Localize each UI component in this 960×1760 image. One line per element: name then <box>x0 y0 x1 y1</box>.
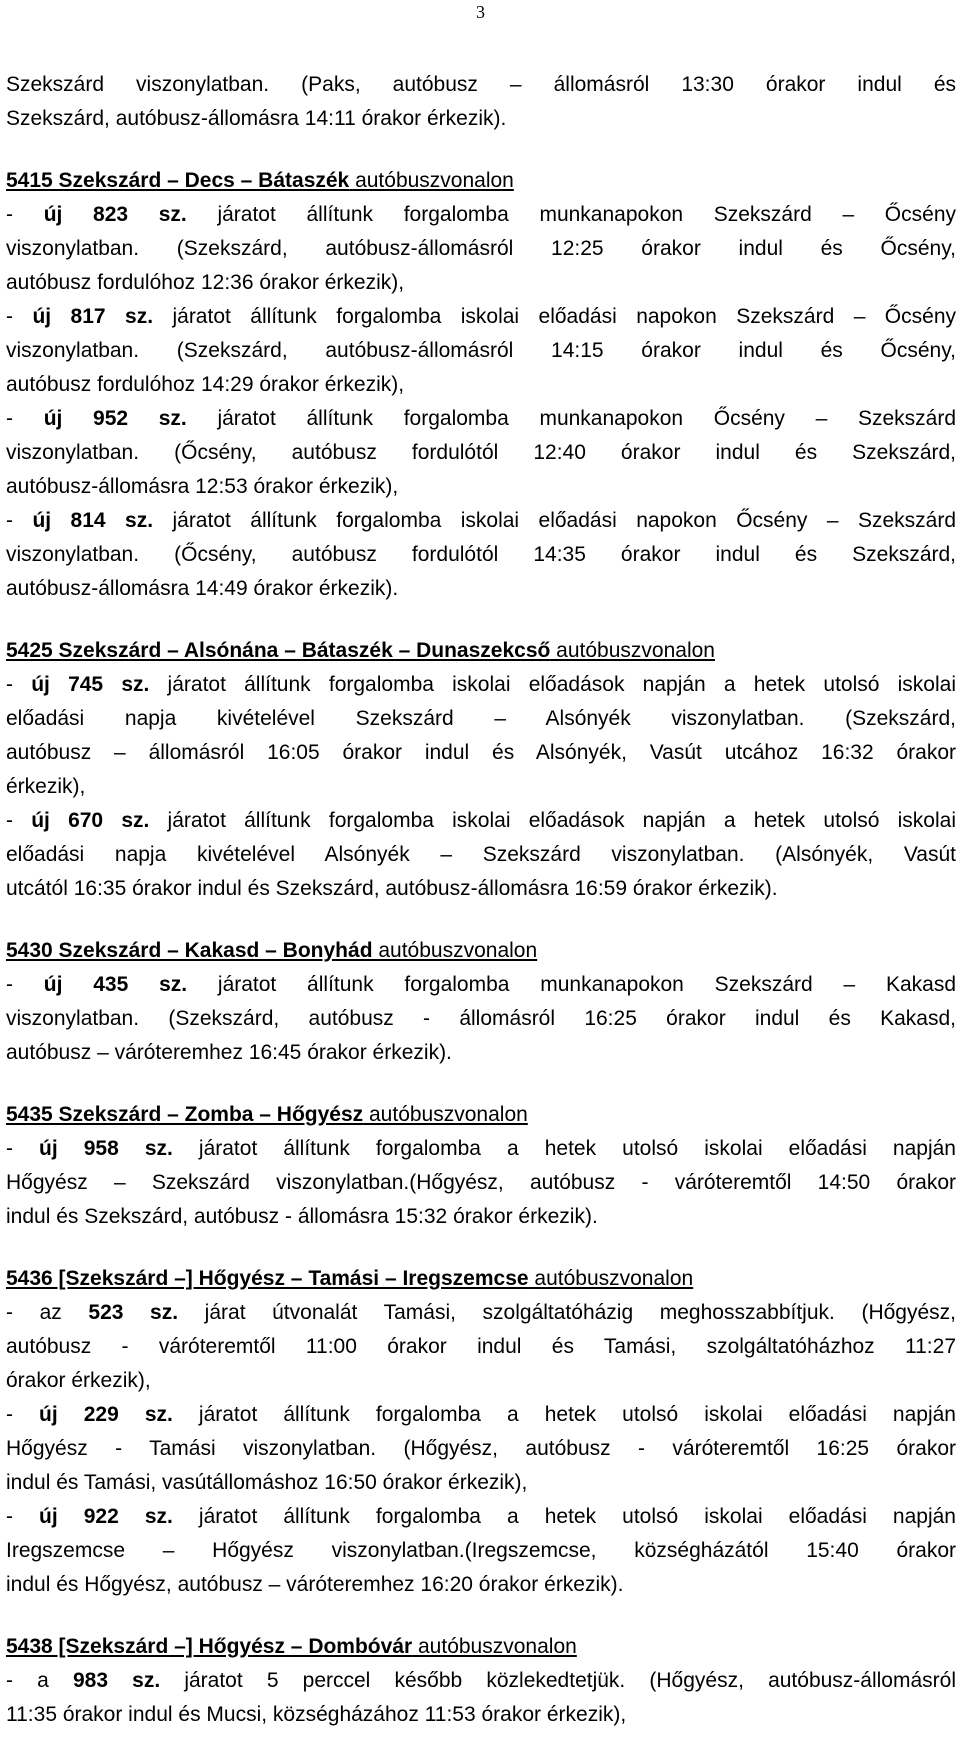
bold-text: új 817 sz. <box>32 305 154 328</box>
bold-text: új 823 sz. <box>43 203 187 226</box>
text-line <box>6 668 956 702</box>
text-segment: - <box>6 973 44 996</box>
text-line <box>6 198 956 232</box>
text-segment: járatot állítunk forgalomba munkanapokon Szekszárd – Őcsény <box>186 203 957 226</box>
text-segment: autóbuszvonalon <box>412 1635 577 1658</box>
text-segment: - <box>6 809 32 832</box>
text-line <box>6 266 956 300</box>
text-segment: járatot állítunk forgalomba a hetek utolsó iskolai előadási napján <box>172 1505 956 1528</box>
text-segment: járatot 5 perccel később közlekedtetjük. (Hőgyész, autóbusz-állomásról <box>160 1669 957 1692</box>
text-line <box>6 1132 956 1166</box>
text-line <box>6 402 956 436</box>
text-line <box>6 1500 956 1534</box>
text-segment: autóbuszvonalon <box>363 1103 528 1126</box>
text-line <box>6 1200 956 1234</box>
paragraph <box>6 934 956 1070</box>
bold-text: új 745 sz. <box>31 673 150 696</box>
text-segment: - <box>6 1137 40 1160</box>
text-line <box>6 804 956 838</box>
text-line <box>6 1166 956 1200</box>
route-heading <box>6 634 956 668</box>
text-line <box>6 572 956 606</box>
text-segment: viszonylatban. (Szekszárd, autóbusz-állomásról 14:15 órakor indul és Őcsény, <box>6 339 956 362</box>
text-line <box>6 470 956 504</box>
text-segment: járatot állítunk forgalomba a hetek utolsó iskolai előadási napján <box>172 1137 956 1160</box>
text-line <box>6 770 956 804</box>
text-segment: - <box>6 1403 40 1426</box>
text-segment: - <box>6 305 33 328</box>
text-segment: járatot állítunk forgalomba munkanapokon Szekszárd – Kakasd <box>187 973 956 996</box>
text-segment: viszonylatban. (Őcsény, autóbusz fordulótól 14:35 órakor indul és Szekszárd, <box>6 543 956 566</box>
text-segment: Hőgyész - Tamási viszonylatban. (Hőgyész, autóbusz - váróteremtől 16:25 órakor <box>6 1437 956 1460</box>
text-segment: Szekszárd viszonylatban. (Paks, autóbusz – állomásról 13:30 órakor indul és <box>6 73 956 96</box>
text-line <box>6 702 956 736</box>
bold-text: 5436 [Szekszárd –] Hőgyész – Tamási – Iregszemcse <box>6 1267 529 1290</box>
bold-text: 5415 Szekszárd – Decs – Bátaszék <box>6 169 350 192</box>
text-segment: - <box>6 407 44 430</box>
text-line <box>6 872 956 906</box>
text-line <box>6 436 956 470</box>
text-segment: viszonylatban. (Szekszárd, autóbusz-állomásról 12:25 órakor indul és Őcsény, <box>6 237 956 260</box>
text-line <box>6 504 956 538</box>
text-segment: Hőgyész – Szekszárd viszonylatban.(Hőgyész, autóbusz - váróteremtől 14:50 órakor <box>6 1171 956 1194</box>
text-segment: viszonylatban. (Őcsény, autóbusz fordulótól 12:40 órakor indul és Szekszárd, <box>6 441 956 464</box>
route-heading <box>6 164 956 198</box>
text-line <box>6 1296 956 1330</box>
text-segment: - az <box>6 1301 89 1324</box>
text-segment: járatot állítunk forgalomba iskolai előadási napokon Őcsény – Szekszárd <box>153 509 956 532</box>
bold-text: 5438 [Szekszárd –] Hőgyész – Dombóvár <box>6 1635 413 1658</box>
text-line <box>6 968 956 1002</box>
bold-text: új 952 sz. <box>43 407 187 430</box>
text-segment: órakor érkezik), <box>6 1369 151 1392</box>
route-heading <box>6 934 956 968</box>
bold-text: 5435 Szekszárd – Zomba – Hőgyész <box>6 1103 364 1126</box>
text-line <box>6 232 956 266</box>
text-line <box>6 1432 956 1466</box>
route-heading <box>6 1098 956 1132</box>
text-segment: indul és Hőgyész, autóbusz – váróteremhez 16:20 órakor érkezik). <box>6 1573 624 1596</box>
bold-text: új 958 sz. <box>39 1137 173 1160</box>
text-line <box>6 1036 956 1070</box>
text-segment: járat útvonalát Tamási, szolgáltatóházig meghosszabbítjuk. (Hőgyész, <box>178 1301 956 1324</box>
text-segment: - <box>6 1505 40 1528</box>
text-line <box>6 1002 956 1036</box>
text-segment: autóbusz – állomásról 16:05 órakor indul és Alsónyék, Vasút utcához 16:32 órakor <box>6 741 956 764</box>
text-line <box>6 538 956 572</box>
text-line <box>6 736 956 770</box>
paragraph <box>6 68 956 136</box>
bold-text: 523 sz. <box>88 1301 179 1324</box>
text-segment: járatot állítunk forgalomba a hetek utolsó iskolai előadási napján <box>172 1403 956 1426</box>
text-line <box>6 368 956 402</box>
bold-text: új 229 sz. <box>39 1403 173 1426</box>
text-segment: előadási napja kivételével Alsónyék – Szekszárd viszonylatban. (Alsónyék, Vasút <box>6 843 956 866</box>
text-segment: járatot állítunk forgalomba munkanapokon Őcsény – Szekszárd <box>186 407 957 430</box>
text-line <box>6 1534 956 1568</box>
paragraph <box>6 634 956 906</box>
text-segment: indul és Tamási, vasútállomáshoz 16:50 órakor érkezik), <box>6 1471 528 1494</box>
text-segment: járatot állítunk forgalomba iskolai előadások napján a hetek utolsó iskolai <box>149 809 956 832</box>
text-segment: járatot állítunk forgalomba iskolai előadások napján a hetek utolsó iskolai <box>149 673 956 696</box>
text-line <box>6 1398 956 1432</box>
text-segment: - <box>6 509 33 532</box>
document-body <box>6 68 956 1760</box>
text-line <box>6 1466 956 1500</box>
paragraph <box>6 1262 956 1602</box>
text-segment: autóbusz fordulóhoz 14:29 órakor érkezik), <box>6 373 405 396</box>
text-segment: 11:35 órakor indul és Mucsi, községházához 11:53 órakor érkezik), <box>6 1703 627 1726</box>
page-number: 3 <box>476 2 485 22</box>
text-segment: Szekszárd, autóbusz-állomásra 14:11 órakor érkezik). <box>6 107 507 130</box>
text-segment: - <box>6 203 44 226</box>
text-segment: indul és Szekszárd, autóbusz - állomásra 15:32 órakor érkezik). <box>6 1205 598 1228</box>
paragraph <box>6 1098 956 1234</box>
paragraph <box>6 1630 956 1732</box>
text-segment: viszonylatban. (Szekszárd, autóbusz - állomásról 16:25 órakor indul és Kakasd, <box>6 1007 956 1030</box>
text-line <box>6 1698 956 1732</box>
bold-text: 983 sz. <box>72 1669 161 1692</box>
text-segment: autóbuszvonalon <box>349 169 514 192</box>
text-line <box>6 1664 956 1698</box>
text-segment: Iregszemcse – Hőgyész viszonylatban.(Iregszemcse, községházától 15:40 órakor <box>6 1539 956 1562</box>
bold-text: új 670 sz. <box>31 809 150 832</box>
text-segment: autóbusz-állomásra 12:53 órakor érkezik), <box>6 475 399 498</box>
text-line <box>6 838 956 872</box>
bold-text: 5430 Szekszárd – Kakasd – Bonyhád <box>6 939 373 962</box>
bold-text: 5425 Szekszárd – Alsónána – Bátaszék – Dunaszekcső <box>6 639 551 662</box>
text-line <box>6 1364 956 1398</box>
text-segment: - a <box>6 1669 73 1692</box>
text-segment: autóbuszvonalon <box>372 939 538 962</box>
text-segment: autóbuszvonalon <box>550 639 715 662</box>
text-segment: autóbusz-állomásra 14:49 órakor érkezik). <box>6 577 399 600</box>
paragraph <box>6 164 956 606</box>
text-segment: autóbusz - váróteremtől 11:00 órakor indul és Tamási, szolgáltatóházhoz 11:27 <box>6 1335 956 1358</box>
text-line <box>6 1330 956 1364</box>
route-heading <box>6 1262 956 1296</box>
text-segment: autóbuszvonalon <box>528 1267 694 1290</box>
text-segment: előadási napja kivételével Szekszárd – Alsónyék viszonylatban. (Szekszárd, <box>6 707 956 730</box>
bold-text: új 435 sz. <box>43 973 188 996</box>
route-heading <box>6 1630 956 1664</box>
text-segment: járatot állítunk forgalomba iskolai előadási napokon Szekszárd – Őcsény <box>153 305 956 328</box>
text-segment: utcától 16:35 órakor indul és Szekszárd, autóbusz-állomásra 16:59 órakor érkezik). <box>6 877 778 900</box>
text-line <box>6 1568 956 1602</box>
text-line <box>6 68 956 102</box>
text-segment: autóbusz fordulóhoz 12:36 órakor érkezik), <box>6 271 405 294</box>
text-segment: érkezik), <box>6 775 86 798</box>
text-segment: - <box>6 673 32 696</box>
bold-text: új 922 sz. <box>39 1505 173 1528</box>
text-segment: autóbusz – váróteremhez 16:45 órakor érkezik). <box>6 1041 452 1064</box>
bold-text: új 814 sz. <box>32 509 154 532</box>
text-line <box>6 102 956 136</box>
text-line <box>6 334 956 368</box>
text-line <box>6 300 956 334</box>
